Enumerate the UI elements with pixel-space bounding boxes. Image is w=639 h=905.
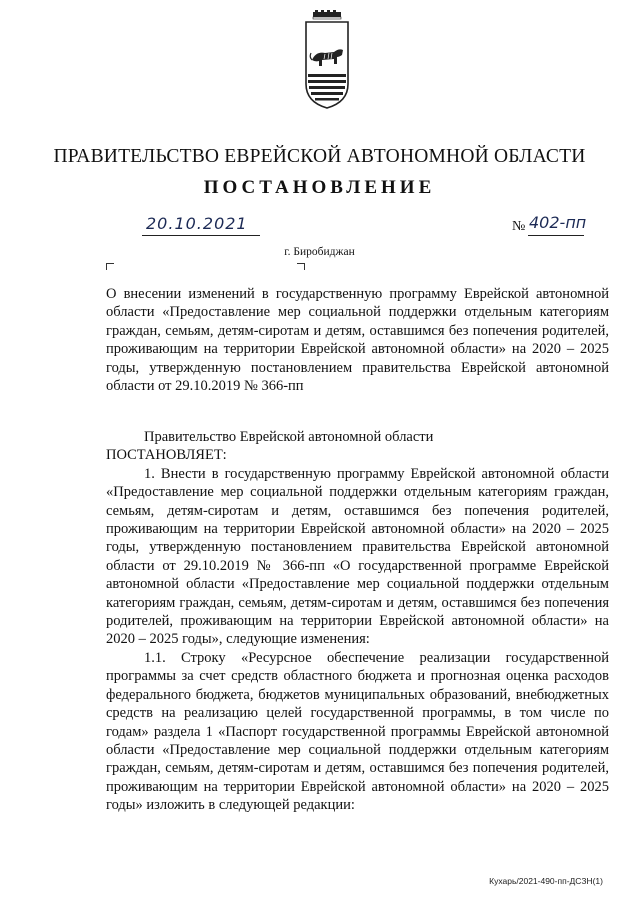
- preamble-decrees: ПОСТАНОВЛЯЕТ:: [106, 447, 227, 464]
- document-subject: О внесении изменений в государственную программу Еврейской автономной области «Предоставление мер социальной поддержки отдельным категориям граждан, семьям, детям-сиротам и детям, оставшимся без попечения родителей, проживающим на территории Еврейской автономной области» на 2020 – 2025 годы, утвержденную постановлением правительства Еврейской автономной области от 29.10.2019 № 366-пп: [106, 286, 609, 395]
- coat-of-arms-icon: [303, 10, 351, 110]
- clause-1: 1. Внести в государственную программу Еврейской автономной области «Предоставление мер социальной поддержки отдельным категориям граждан, семьям, детям-сиротам и детям, оставшимся без попечения родителей, проживающим на территории Еврейской автономной области» на 2020 – 2025 годы, утвержденную постановлением правительства Еврейской автономной области от 29.10.2019 № 366-пп «О государственной программе Еврейской автономной области «Предоставление мер социальной поддержки отдельным категориям граждан, семьям, детям-сиротам и детям, оставшимся без попечения родителей, проживающим на территории Еврейской автономной области» на 2020 – 2025 годы», следующие изменения:: [106, 465, 609, 648]
- date-underline: [142, 235, 260, 236]
- government-name: ПРАВИТЕЛЬСТВО ЕВРЕЙСКОЙ АВТОНОМНОЙ ОБЛАСТИ: [53, 146, 586, 167]
- preamble-government: Правительство Еврейской автономной области: [144, 429, 434, 445]
- number-underline: [528, 235, 584, 236]
- document-number: 402-пп: [529, 213, 587, 232]
- document-date: 20.10.2021: [146, 214, 248, 233]
- footer-document-code: Кухарь/2021-490-пп-ДСЗН(1): [489, 876, 603, 886]
- document-type-title: ПОСТАНОВЛЕНИЕ: [203, 177, 436, 198]
- number-prefix: №: [512, 219, 526, 234]
- clause-1-1: 1.1. Строку «Ресурсное обеспечение реализации государственной программы за счет средств областного бюджета и прогнозная оценка расходов федерального бюджета, бюджетов муниципальных образований, внебюджетных средств на реализацию целей государственной программы, в том числе по годам» раздела 1 «Паспорт государственной программы Еврейской автономной области «Предоставление мер социальной поддержки отдельным категориям граждан, семьям, детям-сиротам и детям, оставшимся без попечения родителей, проживающим на территории Еврейской автономной области» на 2020 – 2025 годы» изложить в следующей редакции:: [106, 649, 609, 814]
- subject-corner-left: [106, 263, 114, 270]
- subject-corner-right: [297, 263, 305, 270]
- document-body: [106, 428, 609, 815]
- city-label: г. Биробиджан: [284, 246, 355, 258]
